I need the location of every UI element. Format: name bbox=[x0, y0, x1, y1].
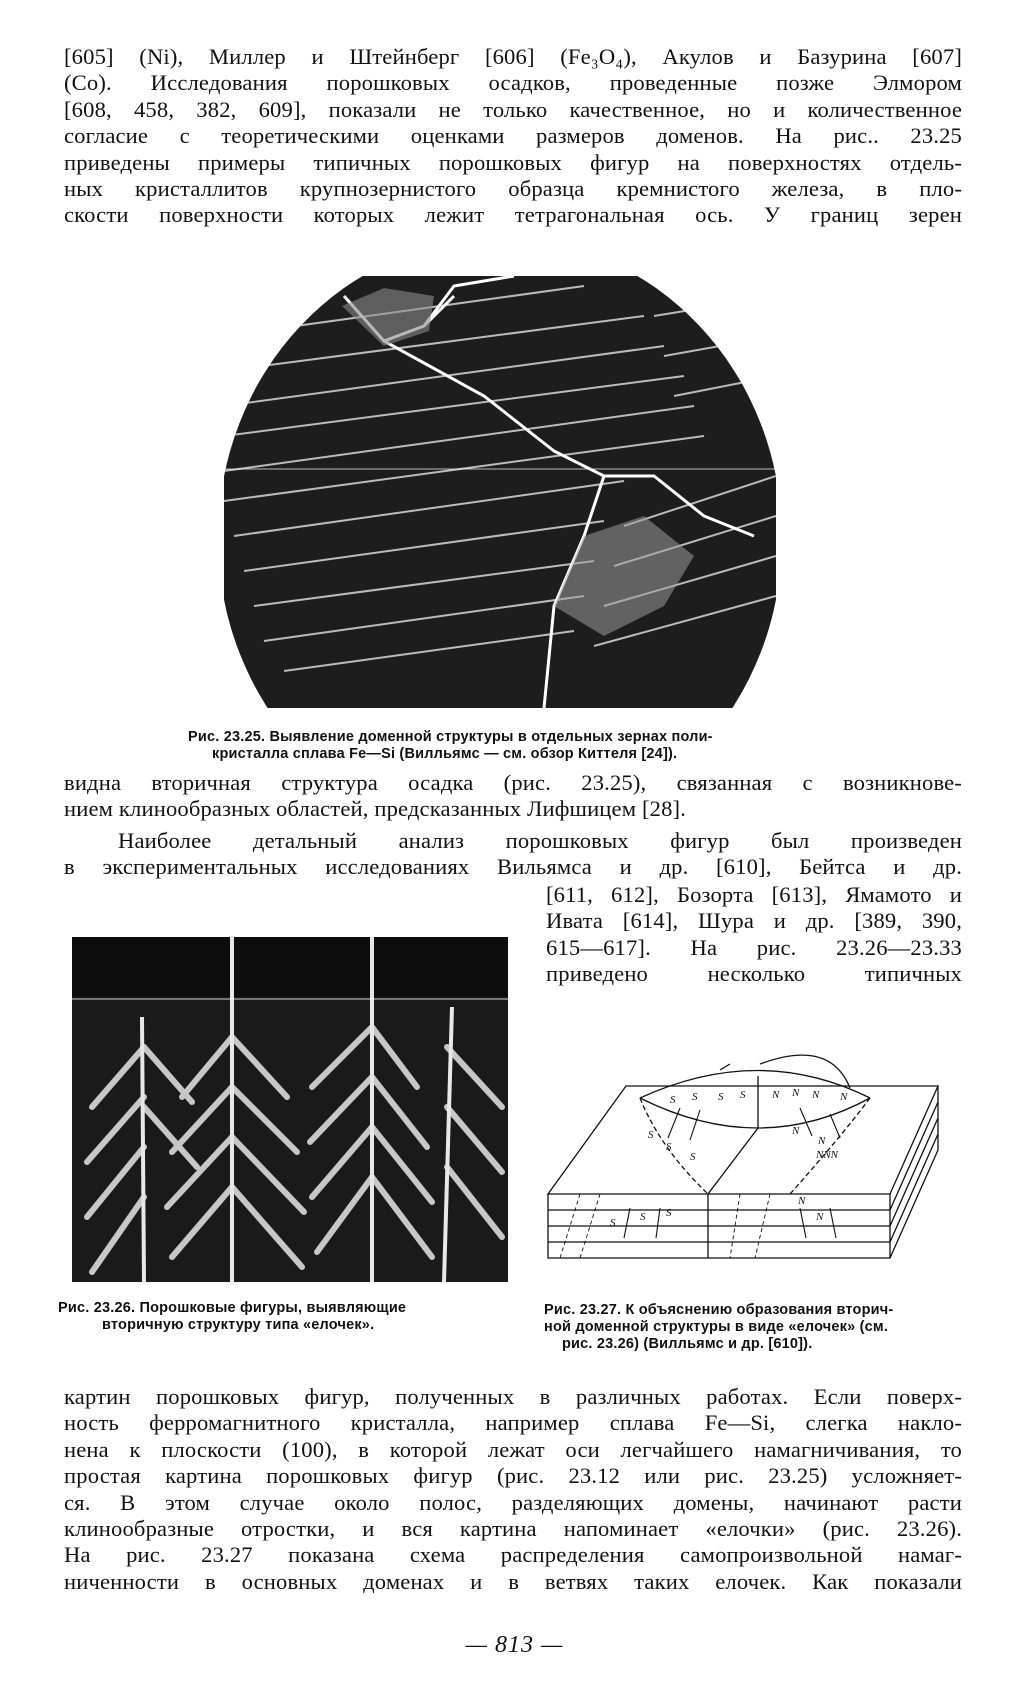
south-label: S bbox=[666, 1141, 672, 1153]
text-line: [611, 612], Бозорта [613], Ямамото и bbox=[546, 882, 962, 907]
figure-23-27-diagram bbox=[540, 1048, 960, 1288]
text-line: На рис. 23.27 показана схема распределения самопроизвольной намаг- bbox=[64, 1542, 962, 1568]
text-line: согласие с теоретическими оценками размеров доменов. На рис.. 23.25 bbox=[64, 123, 962, 149]
caption-line: кристалла сплава Fe—Si (Вилльямс — см. обзор Киттеля [24]). bbox=[212, 746, 678, 762]
text-line: простая картина порошковых фигур (рис. 23.12 или рис. 23.25) усложняет- bbox=[64, 1463, 962, 1489]
south-label: S bbox=[718, 1091, 724, 1103]
text-line: картин порошковых фигур, полученных в различных работах. Если поверх- bbox=[64, 1384, 962, 1409]
text-line: ся. В этом случае около полос, разделяющих домены, начинают расти bbox=[64, 1489, 962, 1515]
text-line: в экспериментальных исследованиях Вильямса и др. [610], Бейтса и др. bbox=[64, 854, 962, 880]
analysis-paragraph bbox=[64, 828, 962, 881]
text-line: ниченности в основных доменах и в ветвях таких елочек. Как показали bbox=[64, 1568, 962, 1594]
south-label: S bbox=[648, 1129, 654, 1141]
caption-line: ной доменной структуры в виде «елочек» (см. bbox=[544, 1319, 889, 1335]
north-label: N bbox=[792, 1087, 800, 1099]
north-label: N bbox=[818, 1135, 826, 1147]
analysis-paragraph-narrow bbox=[546, 882, 962, 988]
north-label: N bbox=[798, 1195, 806, 1207]
page-number: — 813 — bbox=[465, 1632, 564, 1658]
figure-23-25-caption bbox=[188, 729, 848, 763]
domain-structure-image bbox=[224, 276, 776, 708]
north-label: N bbox=[772, 1089, 780, 1101]
north-label: N bbox=[792, 1125, 800, 1137]
caption-line: Рис. 23.26. Порошковые фигуры, выявляющие bbox=[58, 1300, 407, 1316]
text-line: приведены примеры типичных порошковых фигур на поверхностях отдель- bbox=[64, 149, 962, 175]
figure-23-26-caption bbox=[58, 1300, 518, 1334]
text-line: скости поверхности которых лежит тетрагональная ось. У границ зерен bbox=[64, 202, 962, 228]
text-line: [605] (Ni), Миллер и Штейнберг [606] (Fe₃O₄), Акулов и Базурина [607] bbox=[64, 44, 962, 69]
text-line: Наиболее детальный анализ порошковых фигур был произведен bbox=[118, 828, 962, 853]
text-line: 615—617]. На рис. 23.26—23.33 bbox=[546, 934, 962, 960]
north-label: N bbox=[816, 1211, 824, 1223]
text-line: Ивата [614], Шура и др. [389, 390, bbox=[546, 908, 962, 934]
figure-23-27-caption bbox=[544, 1302, 974, 1353]
south-label: S bbox=[666, 1207, 672, 1219]
text-line: нена к плоскости (100), в которой лежат оси легчайшего намагничивания, то bbox=[64, 1436, 962, 1462]
text-line: ных кристаллитов крупнозернистого образца кремнистого железа, в пло- bbox=[64, 176, 962, 202]
figure-23-25-micrograph bbox=[224, 276, 776, 708]
text-line: (Co). Исследования порошковых осадков, проведенные позже Элмором bbox=[64, 70, 962, 96]
text-line: клинообразные отростки, и вся картина напоминает «елочки» (рис. 23.26). bbox=[64, 1516, 962, 1542]
caption-line: вторичную структуру типа «елочек». bbox=[102, 1317, 375, 1333]
bottom-paragraph bbox=[64, 1384, 962, 1595]
caption-line: Рис. 23.27. К объяснению образования вторич- bbox=[544, 1302, 894, 1318]
south-label: S bbox=[610, 1217, 616, 1229]
south-label: S bbox=[740, 1089, 746, 1101]
north-label: N bbox=[812, 1089, 820, 1101]
figure-23-26-photo bbox=[72, 937, 508, 1282]
south-label: S bbox=[692, 1091, 698, 1103]
north-label: N bbox=[840, 1091, 848, 1103]
domain-schematic bbox=[540, 1048, 960, 1288]
south-label: S bbox=[670, 1094, 676, 1106]
text-line: нием клинообразных областей, предсказанных Лифшицем [28]. bbox=[64, 796, 687, 822]
text-line: видна вторичная структура осадка (рис. 23.25), связанная с возникнове- bbox=[64, 770, 962, 795]
north-label: NNN bbox=[816, 1149, 839, 1161]
middle-paragraph bbox=[64, 770, 962, 823]
text-line: ность ферромагнитного кристалла, например сплава Fe—Si, слегка накло- bbox=[64, 1410, 962, 1436]
herringbone-pattern-image bbox=[72, 937, 508, 1282]
south-label: S bbox=[640, 1211, 646, 1223]
caption-line: Рис. 23.25. Выявление доменной структуры в отдельных зернах поли- bbox=[188, 729, 713, 745]
south-label: S bbox=[690, 1151, 696, 1163]
text-line: [608, 458, 382, 609], показали не только качественное, но и количественное bbox=[64, 96, 962, 122]
text-line: приведено несколько типичных bbox=[546, 961, 962, 987]
top-paragraph bbox=[64, 44, 962, 229]
caption-line: рис. 23.26) (Вилльямс и др. [610]). bbox=[562, 1336, 813, 1352]
